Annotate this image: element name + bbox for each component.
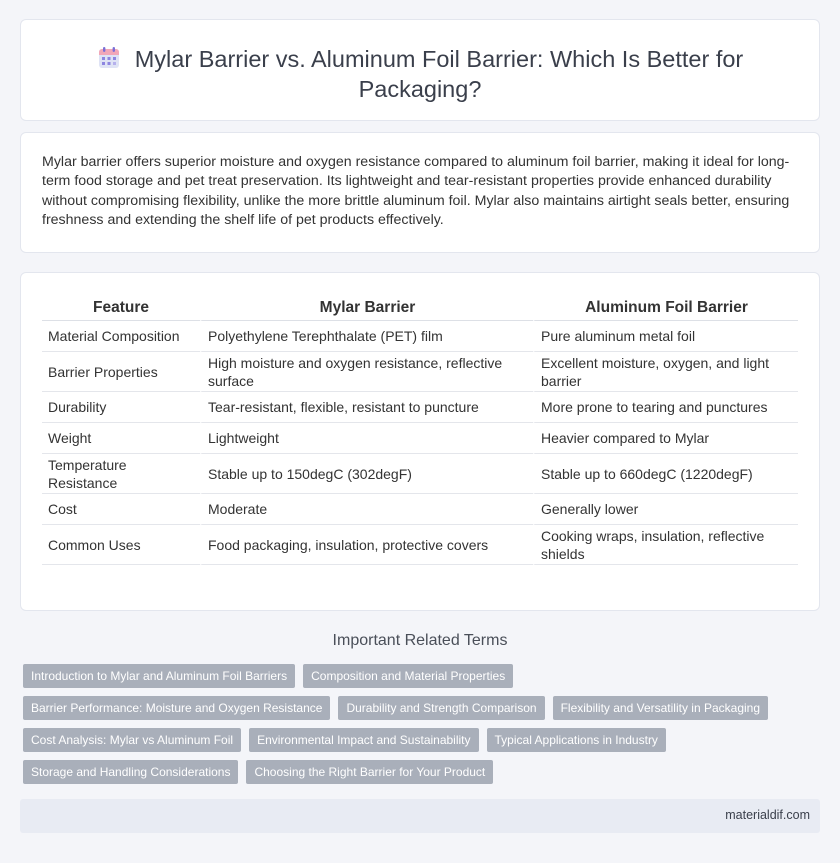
related-term-tag[interactable]: Typical Applications in Industry	[487, 728, 666, 752]
mylar-cell: Polyethylene Terephthalate (PET) film	[200, 321, 533, 352]
aluminum-cell: More prone to tearing and punctures	[533, 392, 798, 423]
page-title: Mylar Barrier vs. Aluminum Foil Barrier: Which Is Better for Packaging?	[134, 46, 744, 102]
related-term-tag[interactable]: Choosing the Right Barrier for Your Product	[246, 760, 493, 784]
aluminum-cell: Stable up to 660degC (1220degF)	[533, 454, 798, 494]
header-feature: Feature	[42, 296, 200, 321]
footer-site-link[interactable]: materialdif.com	[725, 808, 810, 822]
feature-cell: Material Composition	[42, 321, 200, 352]
feature-cell: Weight	[42, 423, 200, 454]
tag-row	[23, 760, 813, 784]
table-row	[42, 423, 798, 454]
page-header	[21, 44, 819, 104]
aluminum-cell: Heavier compared to Mylar	[533, 423, 798, 454]
mylar-cell: Stable up to 150degC (302degF)	[200, 454, 533, 494]
mylar-cell: High moisture and oxygen resistance, reflective surface	[200, 352, 533, 392]
table-row	[42, 494, 798, 525]
feature-cell: Barrier Properties	[42, 352, 200, 392]
feature-cell: Common Uses	[42, 525, 200, 565]
comparison-card	[20, 272, 820, 611]
related-term-tag[interactable]: Environmental Impact and Sustainability	[249, 728, 478, 752]
mylar-cell: Tear-resistant, flexible, resistant to puncture	[200, 392, 533, 423]
table-row	[42, 321, 798, 352]
table-row	[42, 352, 798, 392]
table-row	[42, 392, 798, 423]
calendar-icon	[97, 46, 121, 70]
intro-paragraph: Mylar barrier offers superior moisture and oxygen resistance compared to aluminum foil barrier, making it ideal for long-term food storage and pet treat preservation. Its lightweight and tear-resistant properties provide enhanced durability without compromising flexibility, unlike the more brittle aluminum foil. Mylar also maintains airtight seals better, ensuring freshness and extending the shelf life of pet products effectively.	[42, 154, 790, 228]
feature-cell: Durability	[42, 392, 200, 423]
related-term-tag[interactable]: Introduction to Mylar and Aluminum Foil Barriers	[23, 664, 295, 688]
table-header-row	[42, 296, 798, 321]
header-mylar: Mylar Barrier	[200, 296, 533, 321]
related-terms-title: Important Related Terms	[332, 632, 508, 649]
mylar-cell: Food packaging, insulation, protective covers	[200, 525, 533, 565]
aluminum-cell: Excellent moisture, oxygen, and light barrier	[533, 352, 798, 392]
related-term-tag[interactable]: Composition and Material Properties	[303, 664, 513, 688]
feature-cell: Temperature Resistance	[42, 454, 200, 494]
related-terms-tags	[23, 664, 813, 792]
related-term-tag[interactable]: Durability and Strength Comparison	[338, 696, 544, 720]
intro-card	[20, 132, 820, 253]
aluminum-cell: Pure aluminum metal foil	[533, 321, 798, 352]
table-row	[42, 525, 798, 565]
title-card	[20, 19, 820, 121]
table-row	[42, 454, 798, 494]
tag-row	[23, 664, 813, 688]
tag-row	[23, 696, 813, 720]
feature-cell: Cost	[42, 494, 200, 525]
related-term-tag[interactable]: Flexibility and Versatility in Packaging	[553, 696, 768, 720]
mylar-cell: Moderate	[200, 494, 533, 525]
mylar-cell: Lightweight	[200, 423, 533, 454]
tag-row	[23, 728, 813, 752]
comparison-table	[42, 296, 798, 565]
aluminum-cell: Generally lower	[533, 494, 798, 525]
aluminum-cell: Cooking wraps, insulation, reflective shields	[533, 525, 798, 565]
related-term-tag[interactable]: Storage and Handling Considerations	[23, 760, 238, 784]
header-aluminum: Aluminum Foil Barrier	[533, 296, 798, 321]
footer	[20, 799, 820, 833]
related-term-tag[interactable]: Barrier Performance: Moisture and Oxygen Resistance	[23, 696, 330, 720]
related-term-tag[interactable]: Cost Analysis: Mylar vs Aluminum Foil	[23, 728, 241, 752]
